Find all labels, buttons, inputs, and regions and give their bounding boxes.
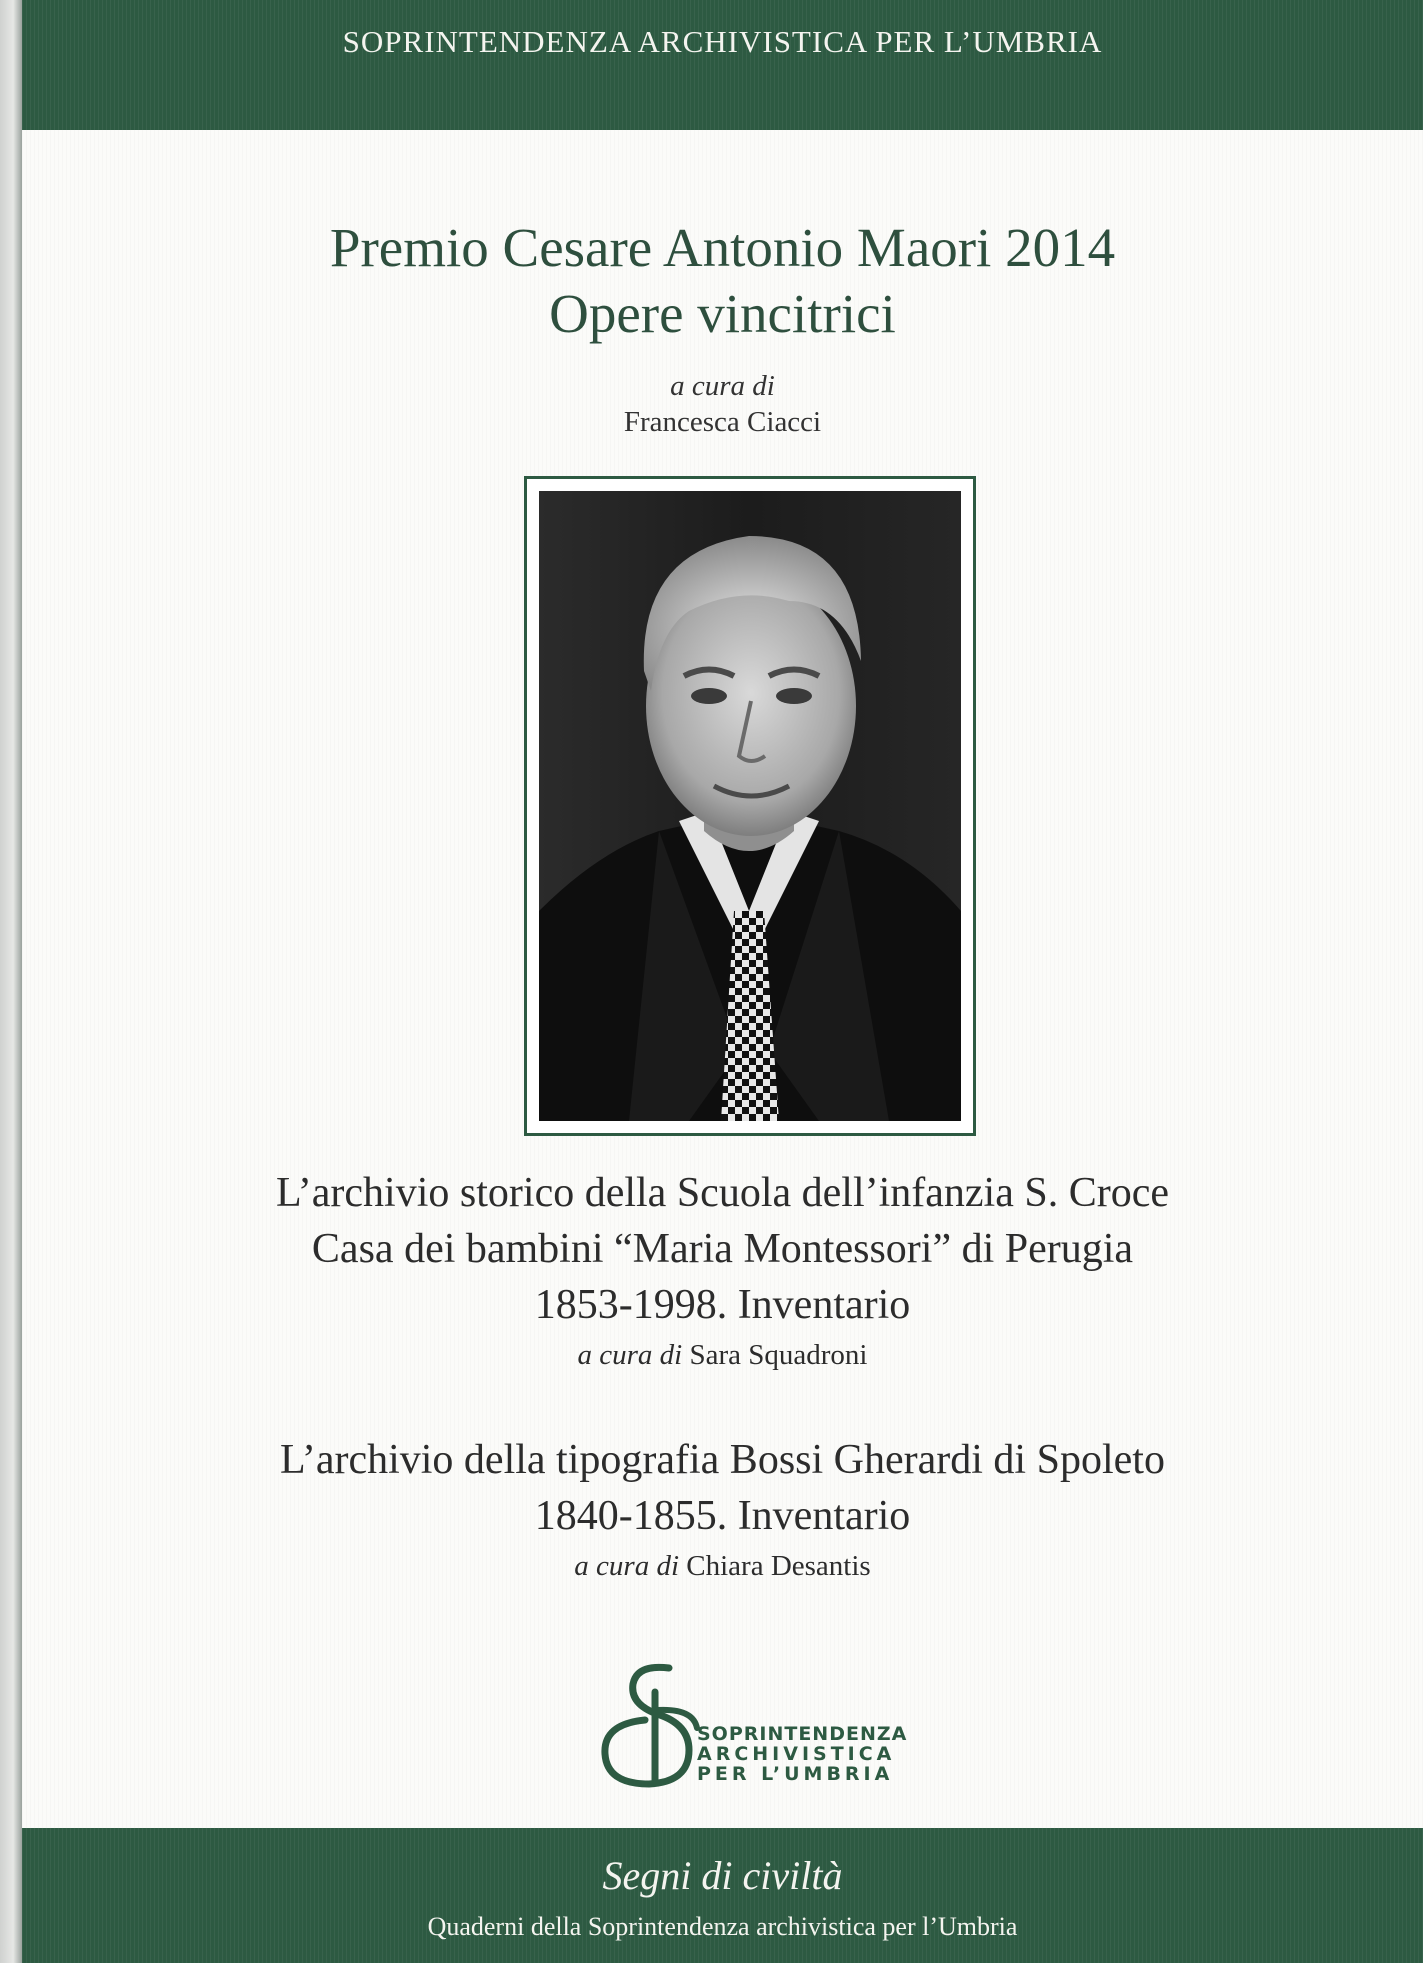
editor-name: Francesca Ciacci [623, 406, 822, 438]
work-1-curator-prefix: a cura di [577, 1339, 683, 1371]
work-2-curator [22, 1546, 1423, 1586]
publisher-header: SOPRINTENDENZA ARCHIVISTICA PER L’UMBRIA [342, 24, 1103, 59]
work-2-title-line-2: 1840-1855. Inventario [534, 1493, 911, 1539]
portrait-frame [524, 476, 976, 1136]
work-1-curator [22, 1335, 1423, 1375]
s-monogram-icon [597, 1662, 707, 1790]
logo-line-2: ARCHIVISTICA [697, 1743, 896, 1765]
portrait-photo [539, 491, 961, 1121]
work-1-title-line-3: 1853-1998. Inventario [534, 1282, 911, 1328]
series-subtitle: Quaderni della Soprintendenza archivistica per l’Umbria [427, 1912, 1018, 1941]
book-cover [22, 0, 1423, 1963]
title-line-2: Opere vincitrici [549, 283, 896, 344]
logo-line-1: SOPRINTENDENZA [697, 1723, 908, 1745]
work-2-curator-prefix: a cura di [574, 1550, 680, 1582]
footer-band [22, 1828, 1423, 1963]
logo-wordmark [697, 1724, 907, 1784]
portrait-illustration [539, 491, 961, 1121]
header-band [22, 0, 1423, 130]
spine-edge [0, 0, 22, 1963]
editor-credit [22, 368, 1423, 440]
logo-line-3: PER L’UMBRIA [697, 1763, 894, 1785]
work-2-title-line-1: L’archivio della tipografia Bossi Gherardi di Spoleto [280, 1437, 1165, 1483]
work-entry-2 [22, 1432, 1423, 1586]
work-1-title-line-2: Casa dei bambini “Maria Montessori” di Perugia [311, 1226, 1134, 1272]
work-1-curator-name: Sara Squadroni [689, 1339, 868, 1371]
series-title: Segni di civiltà [602, 1853, 843, 1898]
book-title [22, 215, 1423, 347]
publisher-logo [597, 1662, 907, 1790]
work-entry-1 [22, 1165, 1423, 1375]
work-2-curator-name: Chiara Desantis [686, 1550, 871, 1582]
editor-prefix: a cura di [670, 370, 775, 402]
work-1-title-line-1: L’archivio storico della Scuola dell’infanzia S. Croce [276, 1170, 1169, 1216]
title-line-1: Premio Cesare Antonio Maori 2014 [329, 217, 1116, 278]
